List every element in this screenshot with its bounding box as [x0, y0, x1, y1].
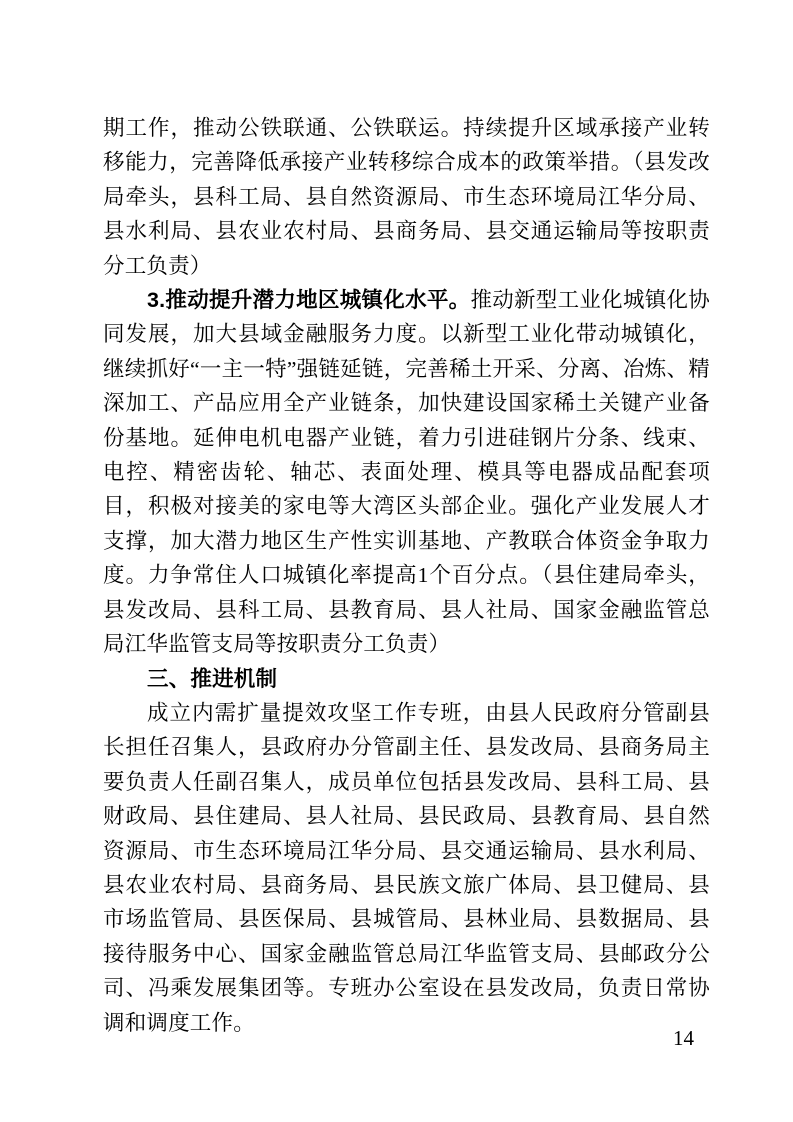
paragraph-continuation: [103, 111, 710, 283]
section-heading: 三、推进机制: [147, 666, 278, 691]
paragraph-lead-bold: 3.推动提升潜力地区城镇化水平。: [147, 288, 471, 313]
page-number: 14: [673, 1026, 694, 1050]
paragraph-text: 期工作，推动公铁联通、公铁联运。持续提升区域承接产业转移能力，完善降低承接产业转移综合成本的政策举措。（县发改局牵头，县科工局、县自然资源局、市生态环境局江华分局、县水利局、县农业农村局、县商务局、县交通运输局等按职责分工负责）: [103, 116, 710, 278]
paragraph-text: 成立内需扩量提效攻坚工作专班，由县人民政府分管副县长担任召集人，县政府办分管副主任、县发改局、县商务局主要负责人任副召集人，成员单位包括县发改局、县科工局、县财政局、县住建局、县人社局、县民政局、县教育局、县自然资源局、市生态环境局江华分局、县交通运输局、县水利局、县农业农村局、县商务局、县民族文旅广体局、县卫健局、县市场监管局、县医保局、县城管局、县林业局、县数据局、县接待服务中心、国家金融监管总局江华监管支局、县邮政分公司、冯乘发展集团等。专班办公室设在县发改局，负责日常协调和调度工作。: [103, 700, 710, 1035]
paragraph-item-3: [103, 283, 710, 661]
paragraph-mechanism: [103, 696, 710, 1040]
paragraph-text: 推动新型工业化城镇化协同发展，加大县域金融服务力度。以新型工业化带动城镇化，继续抓好“一主一特”强链延链，完善稀土开采、分离、冶炼、精深加工、产品应用全产业链条，加快建设国家稀土关键产业备份基地。延伸电机电器产业链，着力引进硅钢片分条、线束、电控、精密齿轮、轴芯、表面处理、模具等电器成品配套项目，积极对接美的家电等大湾区头部企业。强化产业发展人才支撑，加大潜力地区生产性实训基地、产教联合体资金争取力度。力争常住人口城镇化率提高1个百分点。（县住建局牵头，县发改局、县科工局、县教育局、县人社局、国家金融监管总局江华监管支局等按职责分工负责）: [103, 288, 711, 657]
document-body: [103, 111, 710, 1040]
